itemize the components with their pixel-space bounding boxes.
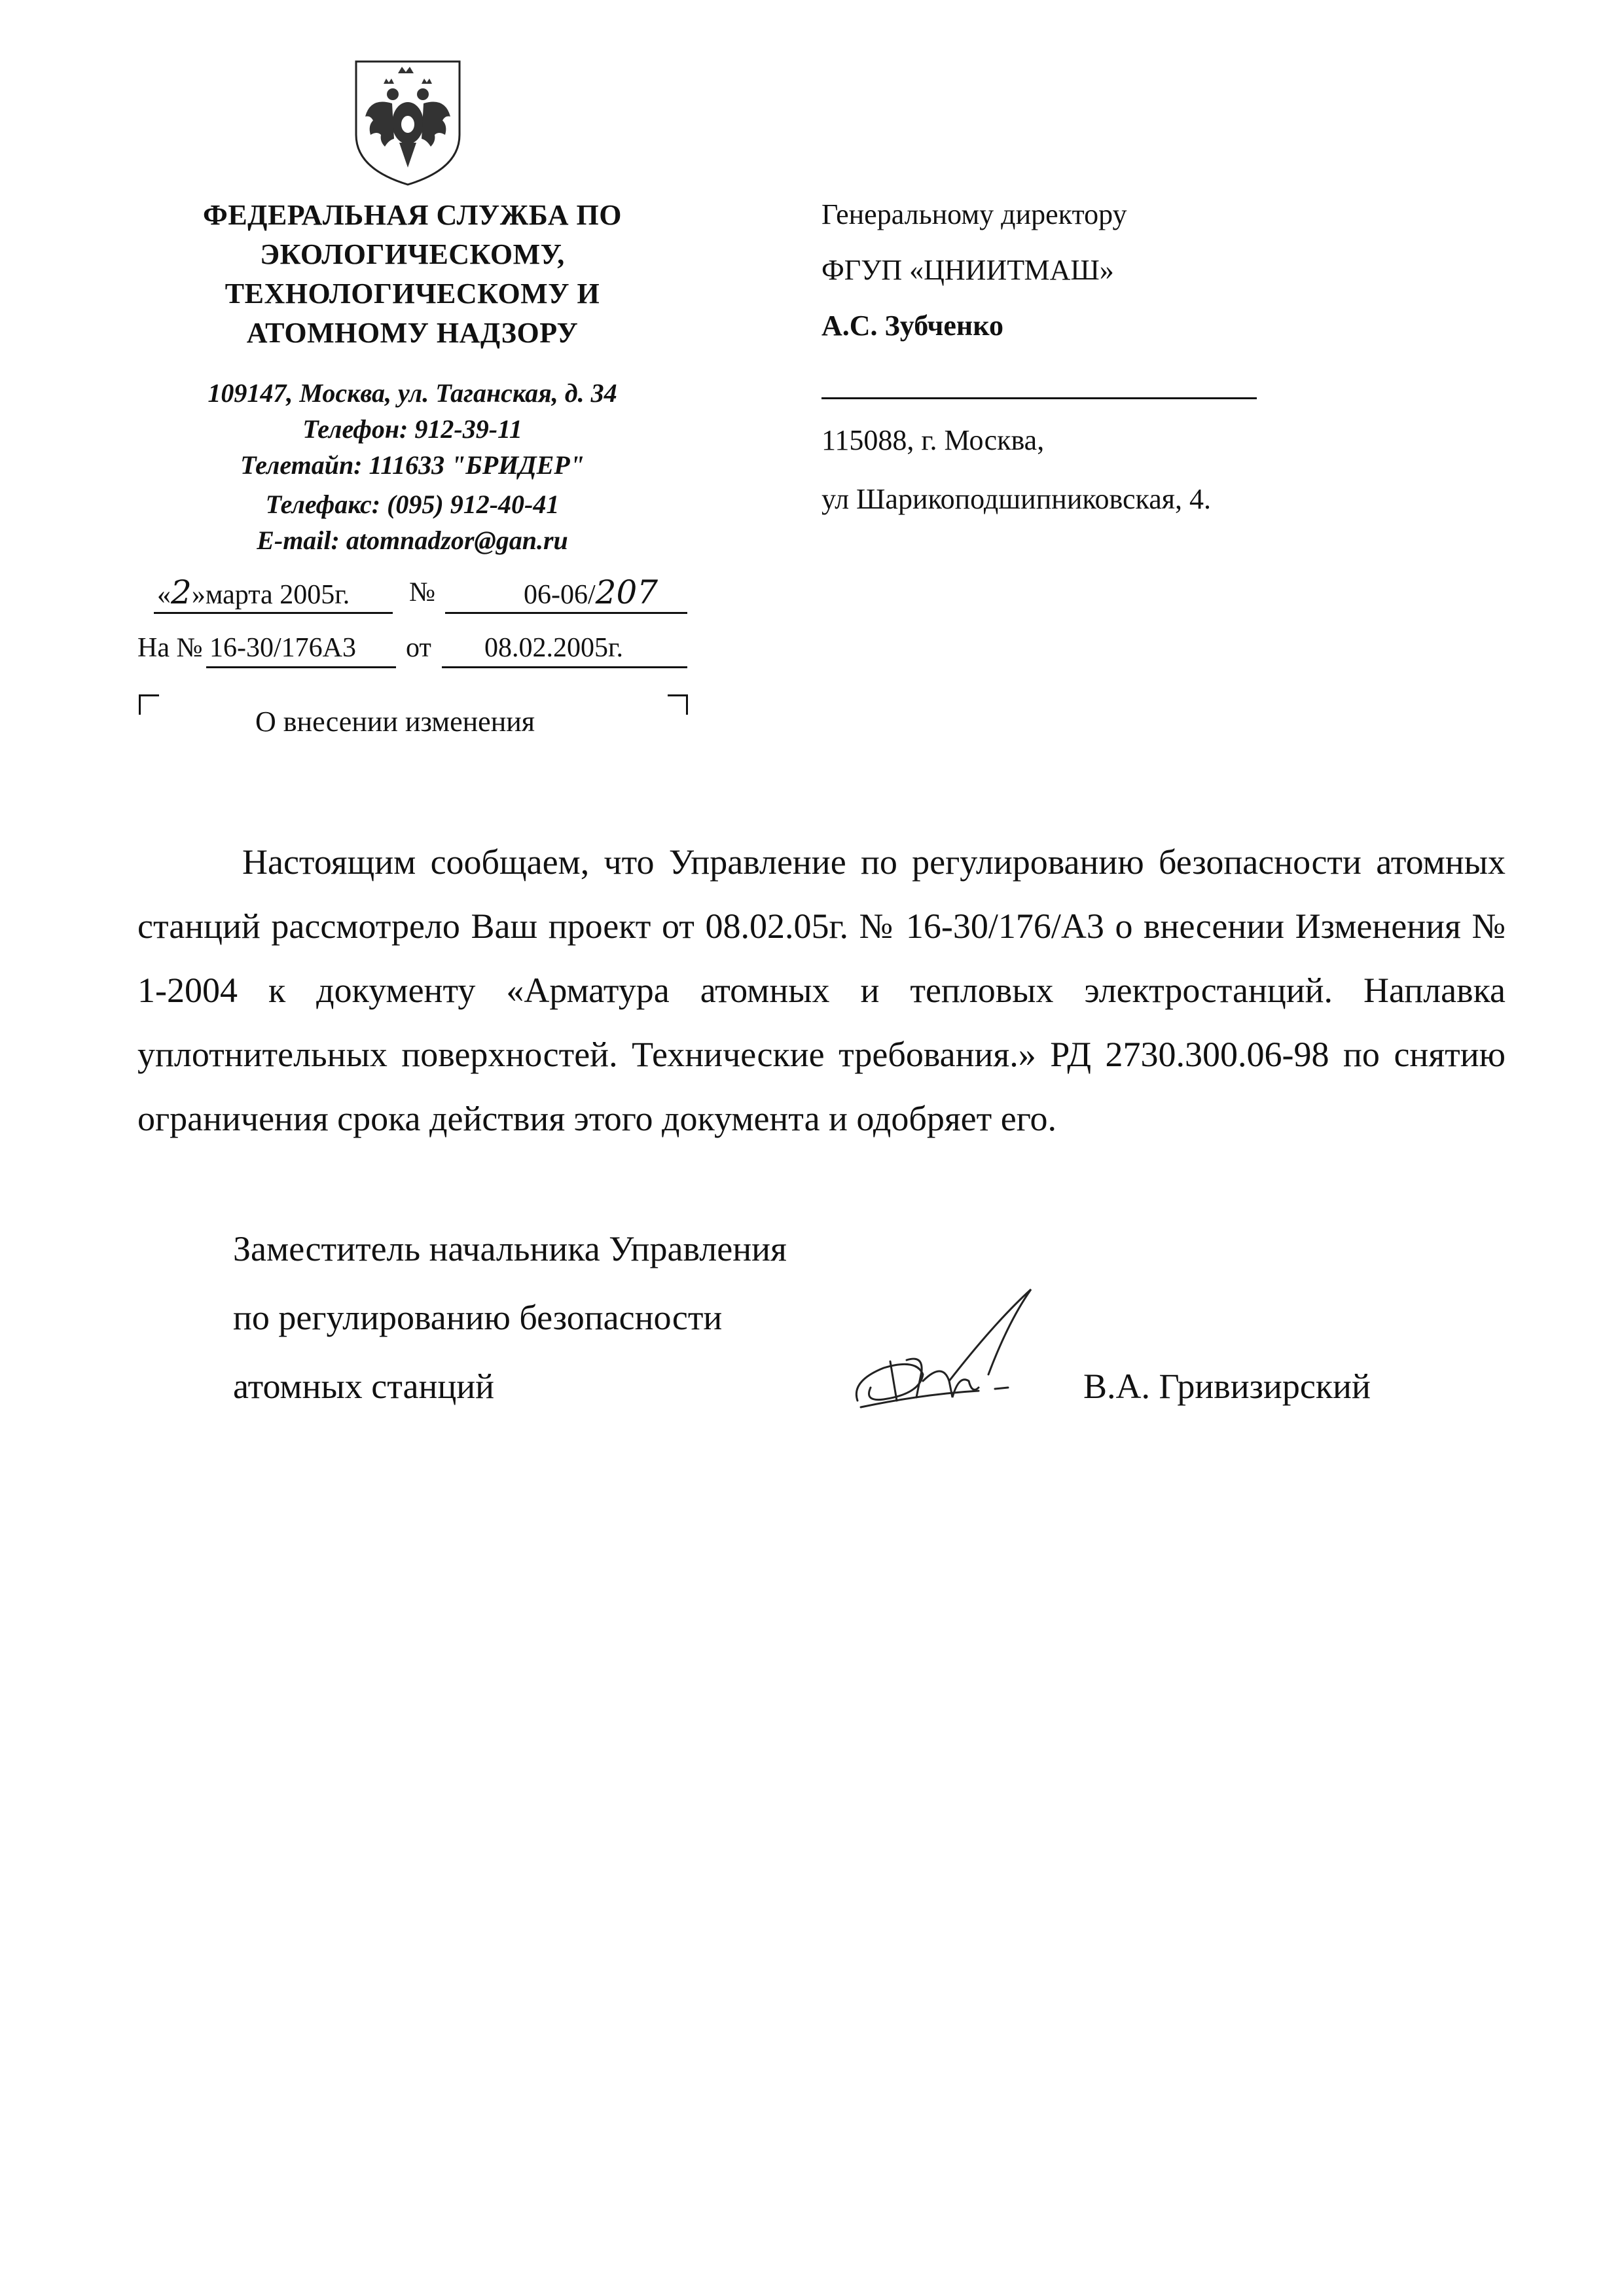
- subject-line: О внесении изменения: [255, 706, 535, 738]
- addressee-position: Генеральному директору: [821, 198, 1127, 230]
- signatory-title-line-3: атомных станций: [233, 1367, 495, 1406]
- letter-body: Настоящим сообщаем, что Управление по регулированию безопасности атомных станций рассмотрело Ваш проект от 08.02.05г. № 16-30/176/А3 о внесении Изменения № 1-2004 к документу «Арматура атомных и тепловых электростанций. Наплавка уплотнительных поверхностей. Технические требования.» РД 2730.300.06-98 по снятию ограничения срока действия этого документа и одобряет его.: [137, 842, 1506, 1138]
- number-handwritten: 207: [595, 573, 659, 611]
- number-underline: [445, 612, 687, 614]
- addressee-postal: 115088, г. Москва,: [821, 424, 1045, 456]
- handwritten-signature: [844, 1283, 1041, 1427]
- contact-fax: Телефакс: (095) 912-40-41: [265, 490, 560, 519]
- reply-date: 08.02.2005г.: [484, 633, 623, 663]
- contact-teletype: Телетайп: 111633 "БРИДЕР": [240, 450, 585, 480]
- registration-number: [524, 573, 659, 611]
- addressee-organization: ФГУП «ЦНИИТМАШ»: [821, 254, 1114, 286]
- contact-email: E-mail: atomnadzor@gan.ru: [257, 526, 568, 555]
- org-name-line-3: ТЕХНОЛОГИЧЕСКОМУ И: [225, 278, 600, 310]
- org-name-line-2: ЭКОЛОГИЧЕСКОМУ,: [260, 238, 565, 270]
- org-name-line-4: АТОМНОМУ НАДЗОРУ: [246, 317, 579, 349]
- date-underline: [154, 612, 393, 614]
- reply-number-label: На №: [137, 633, 203, 663]
- contact-phone: Телефон: 912-39-11: [302, 414, 522, 444]
- coat-of-arms-emblem: [351, 58, 465, 188]
- number-label: №: [409, 577, 436, 607]
- subject-corner-right: [668, 694, 688, 715]
- subject-corner-left: [139, 694, 159, 715]
- signatory-title-line-1: Заместитель начальника Управления: [233, 1229, 787, 1268]
- signatory-name: В.А. Гривизирский: [1083, 1367, 1371, 1406]
- addressee-divider: [821, 397, 1257, 399]
- addressee-name: А.С. Зубченко: [821, 310, 1003, 342]
- reply-number: 16-30/176А3: [209, 633, 356, 663]
- signatory-title-line-2: по регулированию безопасности: [233, 1298, 723, 1337]
- contact-address: 109147, Москва, ул. Таганская, д. 34: [208, 378, 617, 408]
- addressee-street: ул Шарикоподшипниковская, 4.: [821, 483, 1212, 515]
- reply-number-underline: [206, 666, 396, 668]
- date-open-quote: «: [157, 580, 171, 610]
- registration-date: [157, 573, 350, 611]
- number-printed: 06-06/: [524, 580, 596, 610]
- date-month-year: »марта 2005г.: [191, 580, 350, 610]
- reply-date-underline: [442, 666, 687, 668]
- reply-from-label: от: [406, 633, 431, 663]
- org-name-line-1: ФЕДЕРАЛЬНАЯ СЛУЖБА ПО: [203, 199, 622, 231]
- date-day-handwritten: 2: [171, 573, 192, 611]
